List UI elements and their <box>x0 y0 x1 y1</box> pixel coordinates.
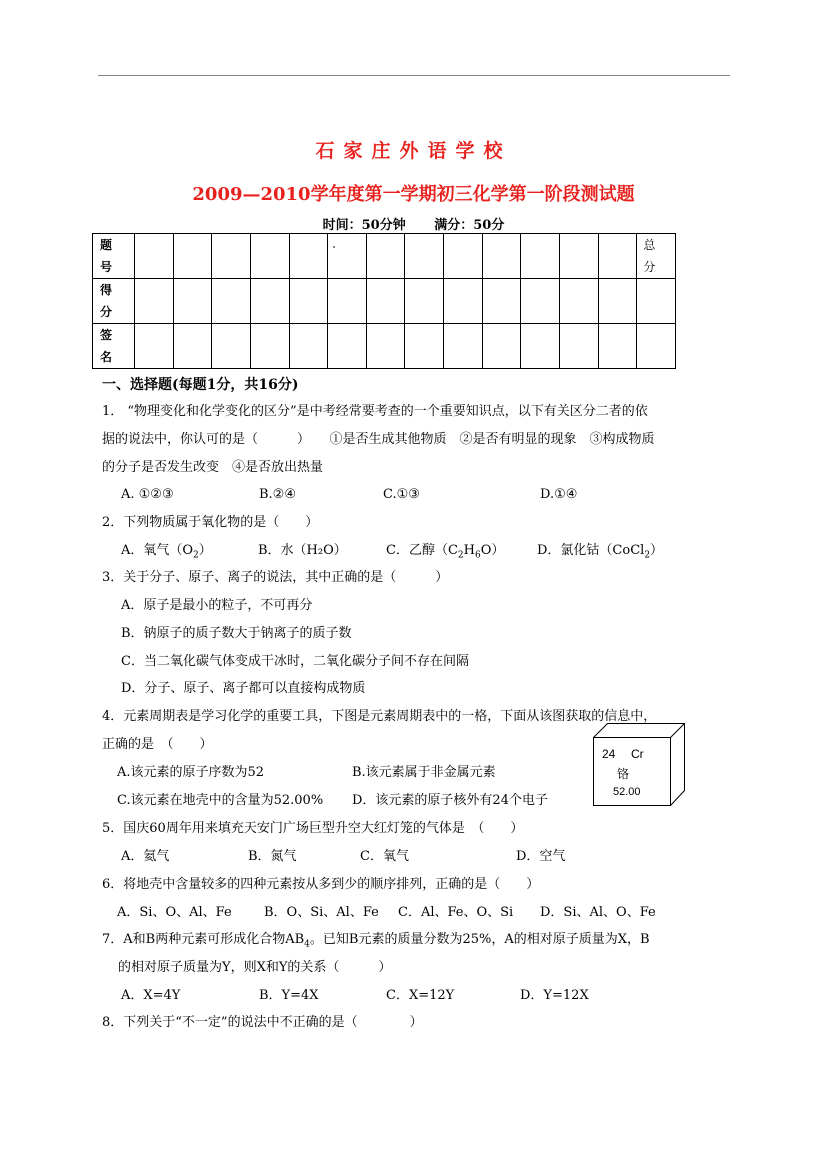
score-cell[interactable] <box>250 324 289 369</box>
q2-d-sub: 2 <box>644 550 651 561</box>
score-cell[interactable] <box>405 279 444 324</box>
score-cell <box>289 234 328 279</box>
q1-line2: 据的说法中，你认可的是（ ） ①是否生成其他物质 ②是否有明显的现象 ③构成物质 <box>102 432 655 447</box>
element-symbol: Cr <box>631 747 644 761</box>
score-cell <box>135 234 174 279</box>
q1-line1: 1． “物理变化和化学变化的区分”是中考经常要考查的一个重要知识点，以下有关区分二者的依 <box>102 404 648 419</box>
q4-line1: 4．元素周期表是学习化学的重要工具，下图是元素周期表中的一格，下面从该图获取的信息中， <box>102 709 657 724</box>
q6-stem: 6．将地壳中含量较多的四种元素按从多到少的顺序排列，正确的是（ ） <box>102 877 540 892</box>
cube-front-face <box>593 737 671 806</box>
q4-option-a: A.该元素的原子序数为52 <box>117 765 265 780</box>
score-cell <box>521 234 560 279</box>
q2-option-b: B．水（H₂O） <box>258 543 347 558</box>
q2-d-post: ） <box>650 543 664 558</box>
q2-stem: 2．下列物质属于氧化物的是（ ） <box>102 515 319 530</box>
score-cell[interactable] <box>135 324 174 369</box>
q5-option-a: A．氦气 <box>121 849 170 864</box>
q4-option-c: C.该元素在地壳中的含量为52.00% <box>117 793 324 808</box>
score-cell[interactable] <box>482 279 521 324</box>
score-cell <box>250 234 289 279</box>
score-label: 满分：50分 <box>434 218 505 233</box>
score-cell[interactable] <box>289 324 328 369</box>
score-cell[interactable] <box>366 324 405 369</box>
score-cell[interactable] <box>250 279 289 324</box>
score-cell[interactable] <box>560 279 599 324</box>
atomic-number: 24 <box>602 747 616 761</box>
exam-title: 2009—2010学年度第一学期初三化学第一阶段测试题 <box>192 184 635 205</box>
score-cell[interactable] <box>598 279 637 324</box>
q7-option-b: B．Y=4X <box>259 988 319 1003</box>
q4-line2: 正确的是 （ ） <box>102 737 213 752</box>
q7-option-a: A．X=4Y <box>121 988 181 1003</box>
score-cell[interactable] <box>521 279 560 324</box>
q1-line3: 的分子是否发生改变 ④是否放出热量 <box>102 460 324 475</box>
q3-option-b: B．钠原子的质子数大于钠离子的质子数 <box>121 626 352 641</box>
q1-option-a: A. ①②③ <box>121 487 174 502</box>
q7-line1-post: 。已知B元素的质量分数为25%，A的相对原子质量为X，B <box>309 932 650 947</box>
atomic-mass: 52.00 <box>613 786 641 798</box>
score-cell <box>560 234 599 279</box>
score-cell <box>482 234 521 279</box>
q2-a-sub: 2 <box>193 550 199 561</box>
score-cell[interactable] <box>444 279 483 324</box>
q5-stem: 5．国庆60周年用来填充天安门广场巨型升空大红灯笼的气体是 （ ） <box>102 821 524 836</box>
row-label-score: 得 分 <box>93 279 135 324</box>
score-cell[interactable] <box>444 324 483 369</box>
q1-option-c: C.①③ <box>383 487 420 502</box>
exam-time-info <box>0 214 827 233</box>
q6-option-a: A．Si、O、Al、Fe <box>117 905 232 920</box>
score-cell[interactable] <box>212 279 251 324</box>
q2-a-pre: A．氧气（O <box>121 543 194 558</box>
time-label: 时间：50分钟 <box>322 218 406 233</box>
score-cell <box>328 234 367 279</box>
q1-option-d: D.①④ <box>540 487 578 502</box>
q2-d-pre: D．氯化钴（CoCl <box>537 543 645 558</box>
q2-option-d <box>537 542 663 565</box>
score-cell[interactable] <box>328 279 367 324</box>
score-cell[interactable] <box>212 324 251 369</box>
q2-c-sub2: 6 <box>474 550 481 561</box>
q3-stem: 3．关于分子、原子、离子的说法，其中正确的是（ ） <box>102 570 449 585</box>
score-cell[interactable] <box>637 279 676 324</box>
q4-option-b: B.该元素属于非金属元素 <box>352 765 496 780</box>
score-cell[interactable] <box>135 279 174 324</box>
score-cell[interactable] <box>173 279 212 324</box>
q5-option-b: B．氮气 <box>248 849 297 864</box>
q3-option-a: A．原子是最小的粒子，不可再分 <box>121 598 313 613</box>
q2-option-c <box>386 542 504 565</box>
q5-option-d: D．空气 <box>516 849 566 864</box>
header-rule <box>98 75 730 76</box>
score-cell <box>212 234 251 279</box>
q4-option-d: D．该元素的原子核外有24个电子 <box>352 793 548 808</box>
score-cell <box>366 234 405 279</box>
score-table-row-question <box>93 234 676 279</box>
q2-a-post: ） <box>198 543 212 558</box>
score-cell[interactable] <box>482 324 521 369</box>
score-table-row-signature <box>93 324 676 369</box>
q6-option-c: C．Al、Fe、O、Si <box>398 905 514 920</box>
q5-option-c: C．氧气 <box>360 849 409 864</box>
q8-stem: 8．下列关于“不一定”的说法中不正确的是（ ） <box>102 1015 423 1030</box>
q6-option-b: B．O、Si、Al、Fe <box>264 905 379 920</box>
score-cell[interactable] <box>289 279 328 324</box>
score-cell[interactable] <box>173 324 212 369</box>
score-cell <box>405 234 444 279</box>
q7-option-c: C．X=12Y <box>386 988 455 1003</box>
q2-c-post: O） <box>480 543 505 558</box>
element-name: 铬 <box>617 767 630 781</box>
score-cell <box>173 234 212 279</box>
score-cell[interactable] <box>328 324 367 369</box>
score-cell[interactable] <box>405 324 444 369</box>
q7-line1-sub: 4 <box>304 939 310 950</box>
score-cell[interactable] <box>366 279 405 324</box>
q7-line2: 的相对原子质量为Y，则X和Y的关系（ ） <box>118 960 392 975</box>
q6-option-d: D．Si、Al、O、Fe <box>540 905 656 920</box>
section-title-choice: 一、选择题(每题1分，共16分) <box>102 377 299 393</box>
score-cell[interactable] <box>560 324 599 369</box>
row-label-signature: 签 名 <box>93 324 135 369</box>
row-label-question: 题 号 <box>93 234 135 279</box>
q7-line1-pre: 7．A和B两种元素可形成化合物AB <box>102 932 305 947</box>
score-table <box>92 233 676 369</box>
q2-option-a <box>121 542 212 565</box>
score-cell[interactable] <box>598 324 637 369</box>
q2-c-pre: C．乙醇（C <box>386 543 458 558</box>
total-label: 总 分 <box>637 234 676 279</box>
q1-option-b: B.②④ <box>259 487 296 502</box>
score-cell[interactable] <box>521 324 560 369</box>
q2-c-mid: H <box>463 543 475 558</box>
school-name: 石家庄外语学校 <box>315 140 512 162</box>
q7-line1 <box>102 931 650 954</box>
q2-c-sub1: 2 <box>457 550 464 561</box>
q3-option-c: C．当二氧化碳气体变成干冰时，二氧化碳分子间不存在间隔 <box>121 654 469 669</box>
score-cell <box>444 234 483 279</box>
q3-option-d: D．分子、原子、离子都可以直接构成物质 <box>121 681 366 696</box>
periodic-cell-diagram <box>593 723 693 808</box>
q7-option-d: D．Y=12X <box>520 988 589 1003</box>
score-cell <box>598 234 637 279</box>
score-table-row-score <box>93 279 676 324</box>
score-cell[interactable] <box>637 324 676 369</box>
